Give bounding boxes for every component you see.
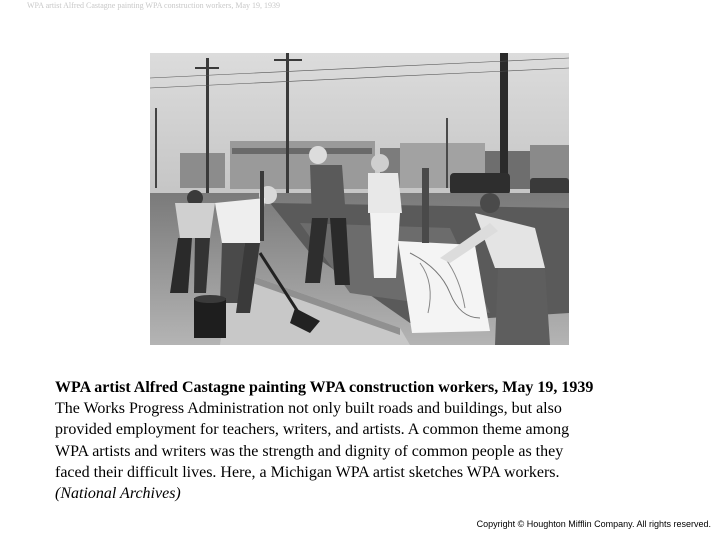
caption-title: WPA artist Alfred Castagne painting WPA construction workers, May 19, 1939 <box>55 379 594 396</box>
copyright-notice: Copyright © Houghton Mifflin Company. All rights reserved. <box>476 519 711 529</box>
caption-body-line: WPA artists and writers was the strength and dignity of common people as they <box>55 442 564 460</box>
photo-illustration <box>150 53 569 345</box>
caption-source: (National Archives) <box>55 485 181 503</box>
caption <box>55 377 695 504</box>
caption-body-line: The Works Progress Administration not only built roads and buildings, but also <box>55 400 562 418</box>
caption-body-line: faced their difficult lives. Here, a Michigan WPA artist sketches WPA workers. <box>55 463 560 481</box>
photo-construction-workers <box>150 53 569 345</box>
slide-header: WPA artist Alfred Castagne painting WPA construction workers, May 19, 1939 <box>27 1 281 10</box>
caption-body-line: provided employment for teachers, writers, and artists. A common theme among <box>55 421 570 439</box>
